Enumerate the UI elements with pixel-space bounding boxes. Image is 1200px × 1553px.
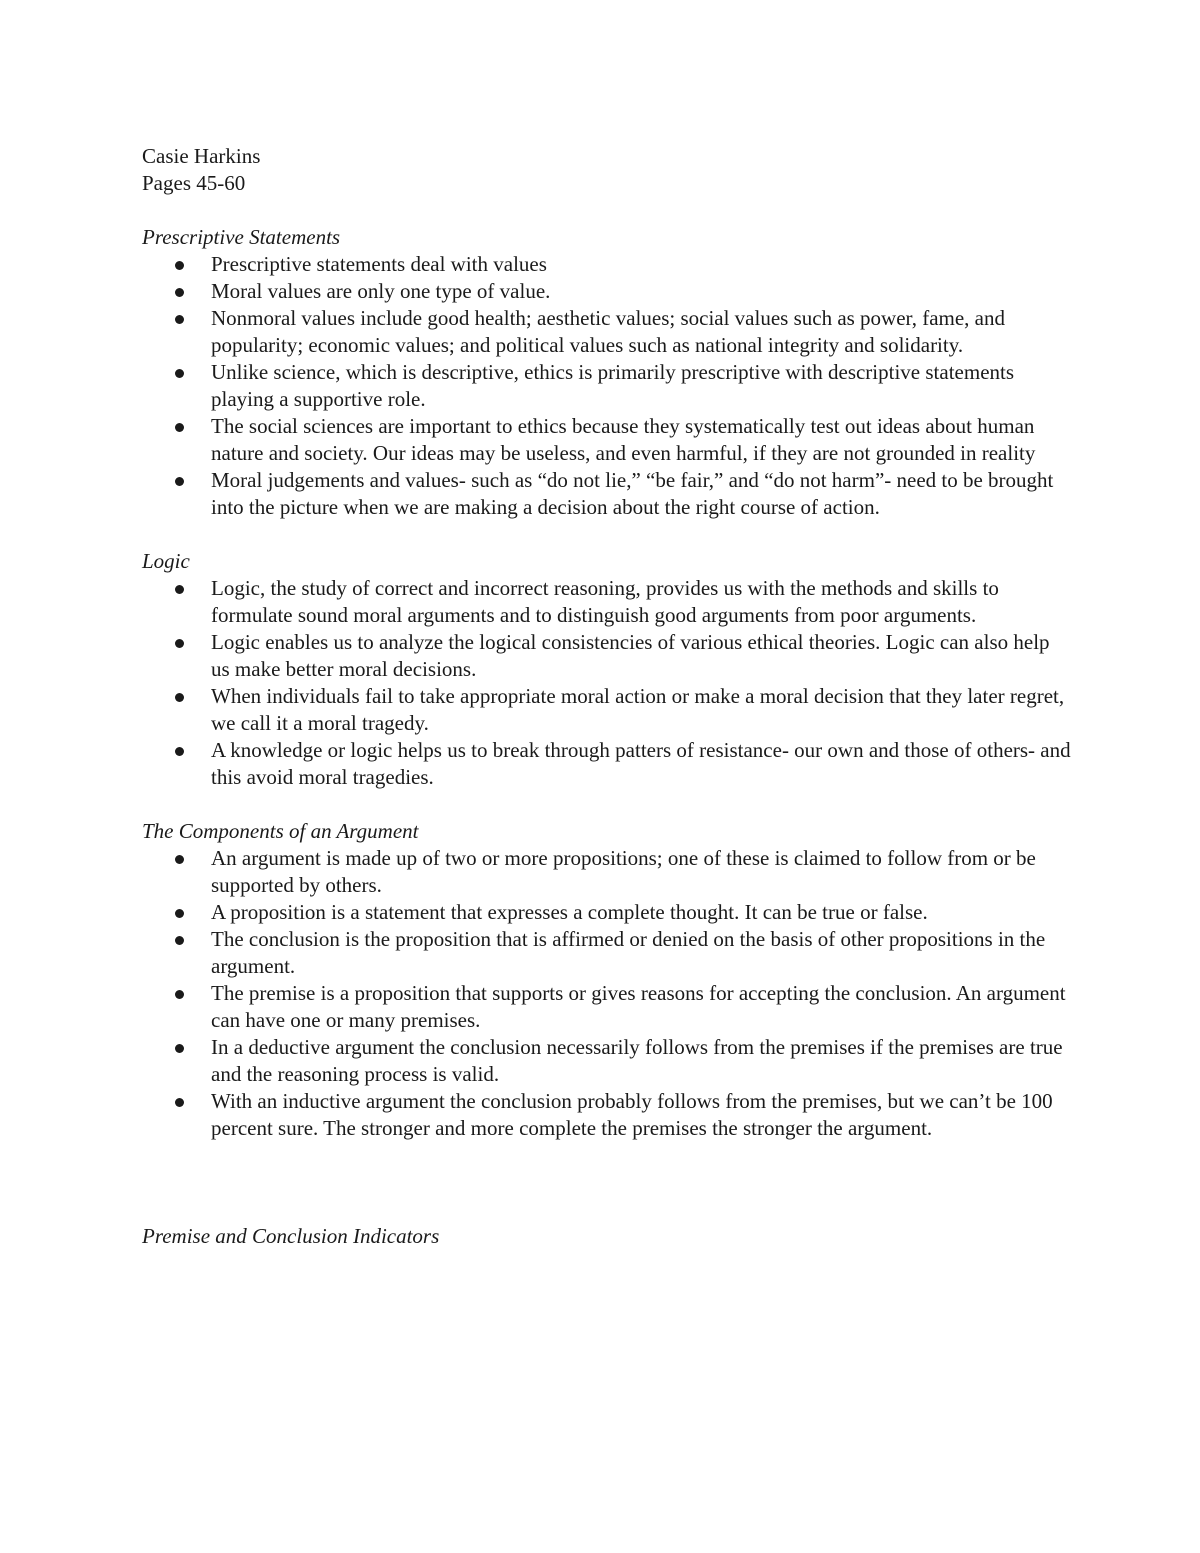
section-heading-premise-and-conclusion-indicators: Premise and Conclusion Indicators [142, 1224, 440, 1248]
bullet-icon [175, 855, 184, 864]
list-item [142, 359, 1072, 413]
bullet-icon [175, 990, 184, 999]
list-item [142, 980, 1072, 1034]
bullet-icon [175, 1098, 184, 1107]
bullet-icon [175, 369, 184, 378]
bullet-icon [175, 936, 184, 945]
bullet-icon [175, 423, 184, 432]
section-heading-logic: Logic [142, 549, 190, 573]
list-item-text: Nonmoral values include good health; aesthetic values; social values such as power, fame, and popularity; economic values; and political values such as national integrity and solidarity. [211, 306, 1005, 357]
list-item [142, 413, 1072, 467]
bullet-icon [175, 477, 184, 486]
bullet-icon [175, 261, 184, 270]
spacer [142, 791, 1072, 818]
list-item-text: Prescriptive statements deal with values [211, 252, 547, 276]
author-name: Casie Harkins [142, 144, 261, 168]
bullet-icon [175, 693, 184, 702]
bullet-icon [175, 288, 184, 297]
bullet-icon [175, 1044, 184, 1053]
document-page [142, 143, 1072, 1250]
list-item-text: When individuals fail to take appropriate moral action or make a moral decision that they later regret, we call it a moral tragedy. [211, 684, 1065, 735]
list-item [142, 845, 1072, 899]
spacer [142, 197, 1072, 224]
section-heading-components-of-an-argument: The Components of an Argument [142, 819, 419, 843]
list-item-text: Unlike science, which is descriptive, ethics is primarily prescriptive with descriptive statements playing a supportive role. [211, 360, 1015, 411]
list-item [142, 899, 1072, 926]
section-heading-prescriptive-statements: Prescriptive Statements [142, 225, 341, 249]
list-item-text: With an inductive argument the conclusion probably follows from the premises, but we can’t be 100 percent sure. The stronger and more complete the premises the stronger the argument. [211, 1089, 1053, 1140]
page-range: Pages 45-60 [142, 171, 246, 195]
list-item [142, 926, 1072, 980]
list-item-text: Logic enables us to analyze the logical consistencies of various ethical theories. Logic can also help us make better moral decisions. [211, 630, 1050, 681]
list-item [142, 737, 1072, 791]
list-item [142, 1088, 1072, 1142]
list-item [142, 278, 1072, 305]
list-item-text: The social sciences are important to ethics because they systematically test out ideas about human nature and society. Our ideas may be useless, and even harmful, if they are not grounded in reality [211, 414, 1036, 465]
bullet-icon [175, 315, 184, 324]
list-item-text: In a deductive argument the conclusion necessarily follows from the premises if the premises are true and the reasoning process is valid. [211, 1035, 1063, 1086]
list-item [142, 575, 1072, 629]
list-item-text: Moral judgements and values- such as “do not lie,” “be fair,” and “do not harm”- need to be brought into the picture when we are making a decision about the right course of action. [211, 468, 1054, 519]
list-item-text: Logic, the study of correct and incorrect reasoning, provides us with the methods and skills to formulate sound moral arguments and to distinguish good arguments from poor arguments. [211, 576, 999, 627]
list-item [142, 629, 1072, 683]
bullet-icon [175, 639, 184, 648]
bullet-list-components-of-an-argument [142, 845, 1072, 1142]
list-item [142, 467, 1072, 521]
list-item-text: The conclusion is the proposition that is affirmed or denied on the basis of other propositions in the argument. [211, 927, 1046, 978]
list-item [142, 251, 1072, 278]
spacer [142, 1142, 1072, 1223]
bullet-list-prescriptive-statements [142, 251, 1072, 521]
list-item-text: An argument is made up of two or more propositions; one of these is claimed to follow from or be supported by others. [211, 846, 1036, 897]
list-item [142, 683, 1072, 737]
bullet-list-logic [142, 575, 1072, 791]
list-item-text: Moral values are only one type of value. [211, 279, 551, 303]
list-item-text: A knowledge or logic helps us to break through patters of resistance- our own and those of others- and this avoid moral tragedies. [211, 738, 1071, 789]
bullet-icon [175, 909, 184, 918]
spacer [142, 521, 1072, 548]
list-item [142, 305, 1072, 359]
list-item [142, 1034, 1072, 1088]
list-item-text: The premise is a proposition that supports or gives reasons for accepting the conclusion. An argument can have one or many premises. [211, 981, 1066, 1032]
list-item-text: A proposition is a statement that expresses a complete thought. It can be true or false. [211, 900, 928, 924]
bullet-icon [175, 585, 184, 594]
bullet-icon [175, 747, 184, 756]
